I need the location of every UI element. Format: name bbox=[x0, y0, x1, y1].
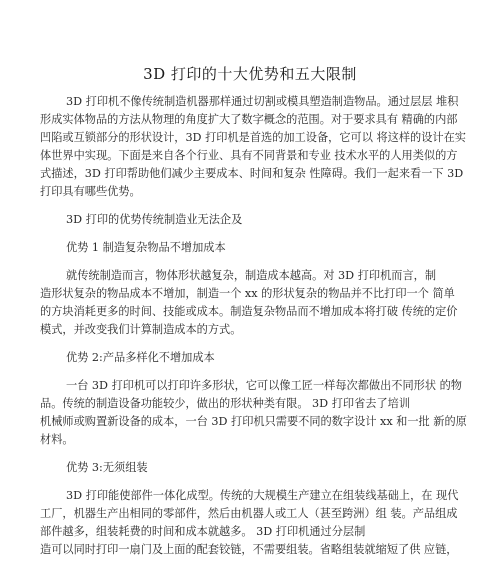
advantage-2-line: 一台 3D 打印机可以打印许多形状，它可以像工匠一样每次都做出不同形状 的物 bbox=[66, 379, 462, 392]
page-title: 3D 打印的十大优势和五大限制 bbox=[143, 65, 357, 83]
advantage-2-line: 品。传统的制造设备功能较少，做出的形状种类有限。 3D 打印省去了培训 bbox=[40, 397, 411, 410]
advantage-1-heading: 优势 1 制造复杂物品不增加成本 bbox=[66, 241, 226, 254]
advantage-3-heading: 优势 3:无须组装 bbox=[66, 461, 148, 474]
advantage-2-line: 机械师或购置新设备的成本，一台 3D 打印机只需要不同的数字设计 xx 和一批 新的原 bbox=[40, 415, 467, 428]
advantage-3-line: 部件越多，组装耗费的时间和成本就越多。 3D 打印机通过分层制 bbox=[40, 525, 366, 538]
advantage-3-line: 3D 打印能使部件一体化成型。传统的大规模生产建立在组装线基础上，在 现代 bbox=[66, 489, 459, 502]
advantage-3-line: 工厂，机器生产出相同的零部件，然后由机器人或工人（甚至跨洲）组 装。产品组成 bbox=[40, 507, 458, 520]
intro-line: 式描述，3D 打印帮助他们减少主要成本、时间和复杂 性障碍。我们一起来看一下 3D bbox=[40, 167, 464, 180]
advantage-1-line: 就传统制造而言，物体形状越复杂，制造成本越高。对 3D 打印机而言，制 bbox=[66, 269, 437, 282]
advantage-3-line: 造可以同时打印一扇门及上面的配套铰链，不需要组装。省略组装就缩短了供 应链， bbox=[40, 543, 458, 556]
advantage-1-line: 造形状复杂的物品成本不增加，制造一个 xx 的形状复杂的物品并不比打印一个 简单 bbox=[40, 287, 455, 300]
intro-line: 体世界中实现。下面是来自各个行业、具有不同背景和专业 技术水平的人用类似的方 bbox=[40, 149, 458, 162]
advantage-1-line: 模式，并改变我们计算制造成本的方式。 bbox=[40, 323, 242, 336]
intro-line: 形成实体物品的方法从物理的角度扩大了数字概念的范围。对于要求具有 精确的内部 bbox=[40, 113, 458, 126]
intro-line: 凹陷或互锁部分的形状设计，3D 打印机是首选的加工设备，它可以 将这样的设计在实 bbox=[40, 131, 466, 144]
advantage-1-line: 的方块消耗更多的时间、技能或成本。制造复杂物品而不增加成本将打破 传统的定价 bbox=[40, 305, 458, 318]
advantage-2-line: 材料。 bbox=[40, 433, 74, 446]
intro-line: 3D 打印机不像传统制造机器那样通过切割或模具塑造制造物品。通过层层 堆积 bbox=[66, 95, 459, 108]
section-heading: 3D 打印的优势传统制造业无法企及 bbox=[66, 213, 243, 226]
advantage-2-heading: 优势 2:产品多样化不增加成本 bbox=[66, 351, 215, 364]
intro-line: 打印具有哪些优势。 bbox=[40, 185, 141, 198]
